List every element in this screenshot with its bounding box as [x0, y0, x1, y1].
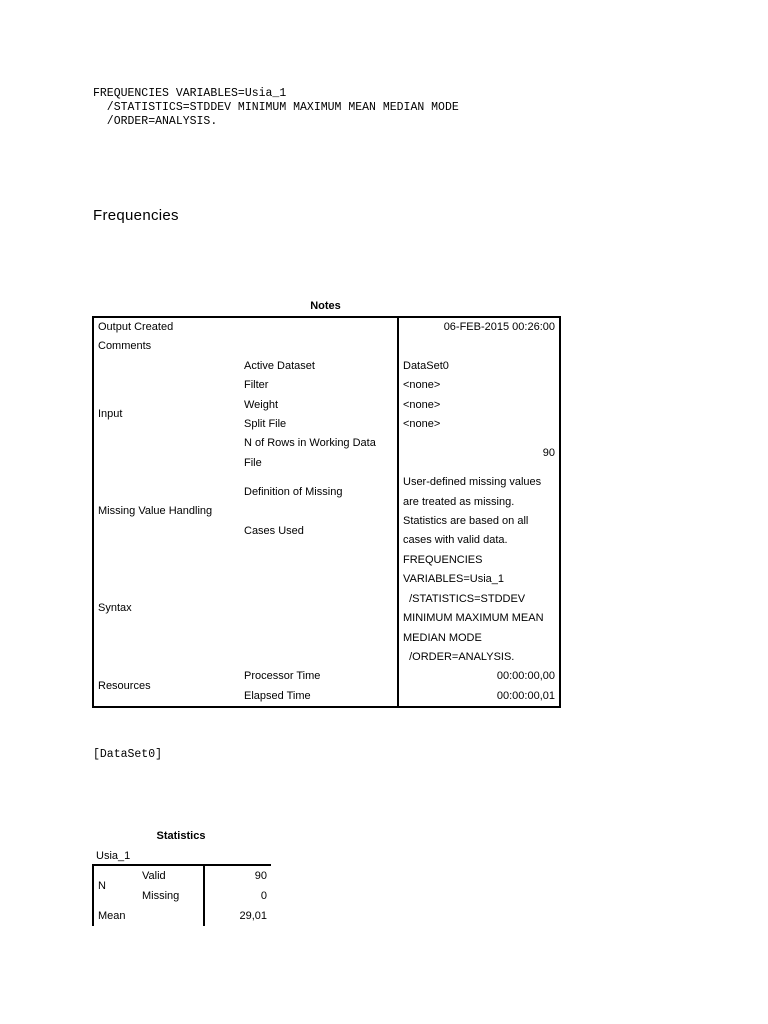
table-row — [93, 473, 560, 492]
syntax-line: FREQUENCIES VARIABLES=Usia_1 — [93, 87, 287, 100]
mean-value: 29,01 — [204, 906, 271, 926]
output-created-label: Output Created — [98, 321, 174, 333]
definition-of-missing-label: Definition of Missing — [244, 485, 343, 498]
elapsed-time-value: 00:00:00,01 — [398, 687, 560, 707]
n-label: N — [98, 880, 106, 892]
syntax-line: /ORDER=ANALYSIS. — [93, 115, 218, 128]
syntax-block — [93, 87, 459, 129]
statistics-table-wrap — [92, 864, 271, 927]
dataset-tag: [DataSet0] — [93, 748, 163, 761]
syntax-line: /STATISTICS=STDDEV MINIMUM MAXIMUM MEAN MEDIAN MODE — [93, 101, 459, 114]
n-rows-value: 90 — [398, 434, 560, 473]
processor-time-value: 00:00:00,00 — [398, 667, 560, 686]
valid-label: Valid — [142, 870, 166, 882]
syntax-value: FREQUENCIES — [398, 551, 560, 570]
weight-value: <none> — [398, 396, 560, 415]
missing-value: 0 — [204, 886, 271, 906]
missing-label: Missing — [142, 890, 180, 902]
table-row — [93, 337, 560, 356]
statistics-table — [92, 864, 271, 926]
filter-label: Filter — [244, 379, 269, 392]
notes-title: Notes — [310, 300, 341, 312]
notes-table — [92, 316, 561, 708]
syntax-value: MEDIAN MODE — [398, 629, 560, 648]
syntax-value: /STATISTICS=STDDEV — [398, 590, 560, 609]
cases-used-value: cases with valid data. — [398, 531, 560, 550]
syntax-value: /ORDER=ANALYSIS. — [398, 648, 560, 667]
weight-label: Weight — [244, 398, 279, 411]
table-row — [93, 906, 271, 926]
output-created-value: 06-FEB-2015 00:26:00 — [398, 317, 560, 337]
cases-used-label: Cases Used — [244, 524, 304, 537]
missing-value-handling-label: Missing Value Handling — [98, 505, 213, 518]
input-label: Input — [98, 408, 123, 421]
comments-label: Comments — [98, 340, 152, 353]
section-heading: Frequencies — [93, 207, 179, 224]
active-dataset-value: DataSet0 — [398, 357, 560, 376]
cases-used-value: Statistics are based on all — [398, 512, 560, 531]
n-rows-label: N of Rows in Working Data — [244, 437, 376, 450]
elapsed-time-label: Elapsed Time — [244, 689, 311, 702]
resources-label: Resources — [98, 680, 151, 693]
table-row — [93, 667, 560, 686]
processor-time-label: Processor Time — [244, 670, 321, 683]
mean-label: Mean — [98, 910, 126, 922]
filter-value: <none> — [398, 376, 560, 395]
syntax-value: MINIMUM MAXIMUM MEAN — [398, 609, 560, 628]
split-file-value: <none> — [398, 415, 560, 434]
syntax-value: VARIABLES=Usia_1 — [398, 570, 560, 589]
table-row — [93, 865, 271, 886]
comments-value — [398, 337, 560, 356]
table-row — [93, 357, 560, 376]
table-row — [93, 551, 560, 570]
definition-of-missing-value: User-defined missing values — [398, 473, 560, 492]
n-rows-label: File — [244, 456, 262, 469]
table-row — [93, 317, 560, 337]
active-dataset-label: Active Dataset — [244, 359, 315, 372]
split-file-label: Split File — [244, 418, 287, 431]
statistics-title: Statistics — [156, 830, 206, 842]
syntax-label: Syntax — [98, 602, 132, 615]
valid-value: 90 — [204, 865, 271, 886]
statistics-variable: Usia_1 — [96, 850, 131, 862]
definition-of-missing-value: are treated as missing. — [398, 493, 560, 512]
